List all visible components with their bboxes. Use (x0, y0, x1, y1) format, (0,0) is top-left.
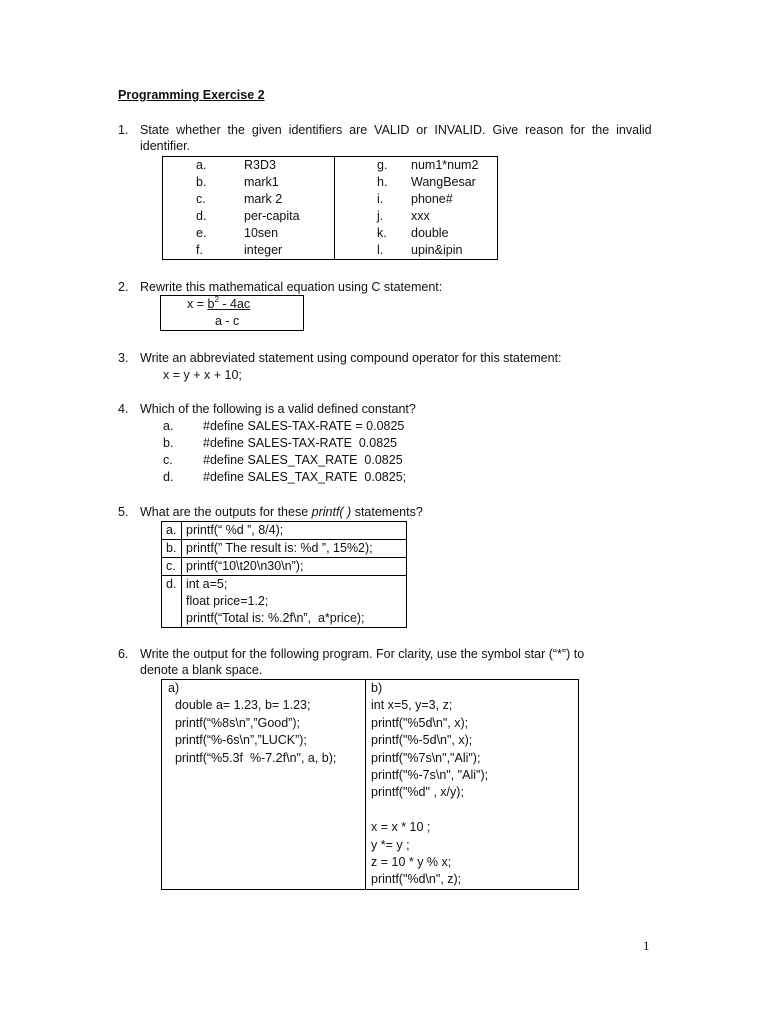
q5-text: What are the outputs for these printf( ) statements? (140, 505, 423, 519)
q1-text-line1: State whether the given identifiers are VALID or INVALID. Give reason for the invalid (140, 123, 652, 137)
q5-row-code: printf(“ %d ”, 8/4); (182, 522, 407, 540)
q1-right-identifier: num1*num2 (411, 158, 479, 172)
q6-text-line2: denote a blank space. (140, 663, 263, 677)
q1-right-letter: i. (377, 192, 384, 206)
q4-option-text: #define SALES-TAX-RATE 0.0825 (203, 436, 398, 450)
q4-option-text: #define SALES_TAX_RATE 0.0825 (203, 453, 403, 467)
q1-left-identifier: R3D3 (240, 157, 335, 175)
q5-row-code: printf(” The result is: %d ”, 15%2); (182, 540, 407, 558)
q6-label-a: a) (168, 681, 180, 695)
q1-left-letter: b. (196, 175, 207, 189)
page-number: 1 (643, 938, 650, 953)
q4-option-letter: b. (163, 436, 174, 450)
q1-right-letter: g. (377, 158, 388, 172)
q2-equation-numerator: $x = b^2 - 4ac$ (187, 295, 251, 311)
q5-row-code: int a=5; float price=1.2; printf(“Total is: %.2f\n”, a*price); (182, 576, 407, 628)
q1-right-identifier: WangBesar (411, 175, 476, 189)
q2-equation-denominator: a - c (215, 314, 240, 328)
q4-number: 4. (118, 402, 129, 416)
q1-left-identifier: integer (240, 242, 335, 260)
q4-text: Which of the following is a valid defined constant? (140, 402, 416, 416)
q6-code-a: double a= 1.23, b= 1.23; printf(“%8s\n”,”Good”); printf(“%-6s\n”,”LUCK”); printf(“%5.3f %-7.2f\n", a, b); (174, 698, 337, 765)
q6-code-b: int x=5, y=3, z; printf("%5d\n", x); printf("%-5d\n", x); printf("%7s\n","Ali"); printf("%-7s\n", "Ali"); printf("%d" , x/y); x = x * 10 ; y *= y ; z = 10 * y % x; printf("%d\n", z); (371, 698, 489, 887)
q5-number: 5. (118, 505, 129, 519)
q1-row (163, 191, 498, 208)
q5-row (162, 576, 407, 628)
q1-left-identifier: per-capita (240, 208, 335, 225)
q3-number: 3. (118, 351, 129, 365)
q1-left-letter: e. (196, 226, 207, 240)
q1-left-letter: a. (196, 158, 207, 172)
q5-row-letter: d. (162, 576, 182, 628)
q1-left-identifier: 10sen (240, 225, 335, 242)
q1-left-letter: f. (196, 243, 203, 257)
q1-right-identifier: phone# (411, 192, 453, 206)
q1-row (163, 208, 498, 225)
q4-option-letter: d. (163, 470, 174, 484)
q1-right-identifier: xxx (411, 209, 430, 223)
q6-number: 6. (118, 647, 129, 661)
q3-text: Write an abbreviated statement using compound operator for this statement: (140, 351, 562, 365)
q6-program-a (162, 680, 366, 890)
q2-equation-box (160, 295, 304, 331)
q1-row (163, 242, 498, 260)
q4-option-text: #define SALES-TAX-RATE = 0.0825 (203, 419, 405, 433)
q1-right-identifier: upin&ipin (411, 243, 463, 257)
q5-printf-table (161, 521, 407, 628)
q1-row (163, 225, 498, 242)
q1-left-letter: c. (196, 192, 206, 206)
q1-left-letter: d. (196, 209, 207, 223)
q4-option-text: #define SALES_TAX_RATE 0.0825; (203, 470, 407, 484)
q1-right-letter: h. (377, 175, 388, 189)
q1-text-line2: identifier. (140, 139, 191, 153)
q5-row-letter: b. (162, 540, 182, 558)
q6-text-line1: Write the output for the following program. For clarity, use the symbol star (“*”) to (140, 647, 585, 661)
q6-label-b: b) (371, 681, 383, 695)
q6-program-table (161, 679, 579, 890)
q1-right-identifier: double (411, 226, 449, 240)
q1-row (163, 174, 498, 191)
q1-identifier-table (162, 156, 498, 260)
q4-option-letter: a. (163, 419, 174, 433)
q6-program-b (366, 680, 579, 890)
page-title: Programming Exercise 2 (118, 88, 265, 102)
q4-option-letter: c. (163, 453, 173, 467)
q5-row (162, 522, 407, 540)
q2-text: Rewrite this mathematical equation using C statement: (140, 280, 443, 294)
q1-left-identifier: mark1 (240, 174, 335, 191)
q1-right-letter: j. (377, 209, 384, 223)
q1-right-letter: l. (377, 243, 384, 257)
q5-row-letter: a. (162, 522, 182, 540)
q3-statement: x = y + x + 10; (163, 368, 242, 382)
q2-number: 2. (118, 280, 129, 294)
q5-row (162, 558, 407, 576)
q5-row-code: printf(“10\t20\n30\n”); (182, 558, 407, 576)
q5-row (162, 540, 407, 558)
q1-number: 1. (118, 123, 129, 137)
q1-right-letter: k. (377, 226, 387, 240)
q1-left-identifier: mark 2 (240, 191, 335, 208)
q1-row (163, 157, 498, 175)
q5-row-letter: c. (162, 558, 182, 576)
